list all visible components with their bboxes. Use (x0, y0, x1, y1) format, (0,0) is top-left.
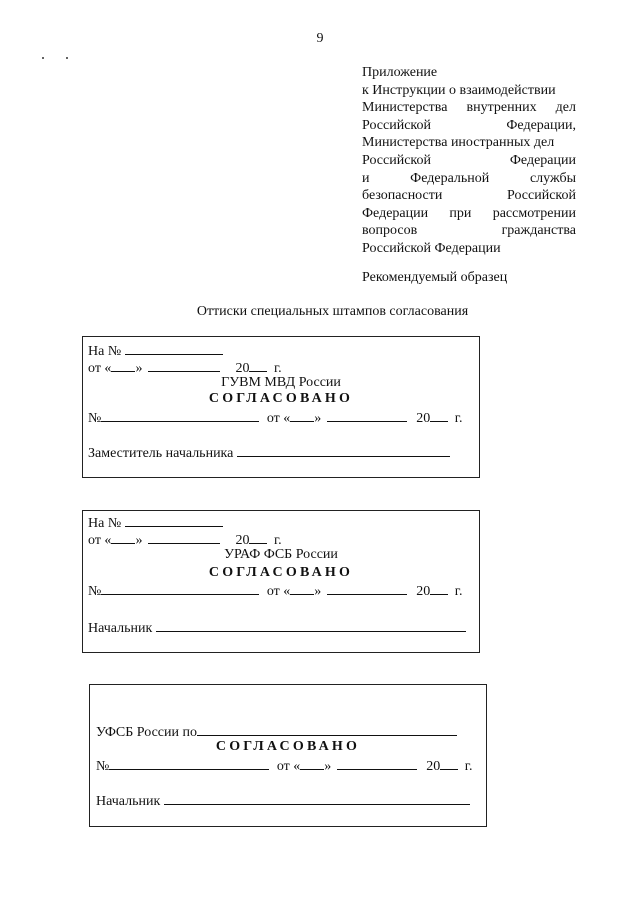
appendix-word: Российской (362, 117, 431, 133)
year-blank[interactable] (249, 359, 267, 372)
appendix-word: Министерства иностранных дел (362, 135, 555, 151)
year2-suffix: г. (454, 584, 463, 599)
day2-blank[interactable] (290, 409, 314, 422)
approved-label: СОГЛАСОВАНО (215, 739, 361, 754)
month2-blank[interactable] (337, 757, 417, 770)
number-label: № (88, 411, 102, 426)
appendix-line (362, 187, 576, 205)
month2-blank[interactable] (327, 582, 407, 595)
appendix-word: Российской (362, 152, 431, 168)
from2-close-label: » (324, 759, 332, 774)
number-date-line (88, 409, 462, 427)
number-blank[interactable] (109, 757, 269, 770)
appendix-title: Приложение (362, 65, 438, 80)
appendix-word: рассмотрении (492, 205, 576, 221)
from-close-label: » (135, 533, 143, 548)
stamps-title: Оттиски специальных штампов согласования (196, 304, 469, 319)
appendix-word: Федерации (509, 152, 576, 168)
day-blank[interactable] (111, 531, 135, 544)
appendix-word: гражданства (501, 223, 576, 239)
signer-label: Заместитель начальника (88, 446, 234, 461)
year2-suffix: г. (454, 411, 463, 426)
appendix-word: к Инструкции о взаимодействии (362, 82, 556, 98)
year-suffix: г. (273, 361, 282, 376)
year2-prefix: 20 (416, 584, 431, 599)
appendix-word: Федерации (362, 205, 429, 221)
from2-open-label: от « (276, 759, 301, 774)
appendix-word: внутренних (466, 100, 537, 116)
year2-blank[interactable] (440, 757, 458, 770)
from-open-label: от « (88, 361, 112, 376)
number-label: № (96, 759, 110, 774)
stamp-uraf-fsb (82, 510, 480, 653)
appendix-block (362, 64, 576, 258)
to-number-label: На № (88, 344, 122, 359)
signer-line (96, 792, 470, 810)
appendix-line (362, 170, 576, 188)
day2-blank[interactable] (300, 757, 324, 770)
authority-label: УФСБ России по (96, 725, 198, 740)
number-blank[interactable] (101, 582, 259, 595)
stamp-guvm-mvd (82, 336, 480, 478)
region-blank[interactable] (197, 723, 457, 736)
stamp-ufsb (89, 684, 487, 827)
appendix-line (362, 205, 576, 223)
scan-speck (42, 57, 44, 59)
signer-line (88, 444, 450, 462)
appendix-word: дел (555, 100, 576, 116)
year-prefix: 20 (235, 361, 250, 376)
approved-label: СОГЛАСОВАНО (208, 391, 354, 406)
signer-blank[interactable] (164, 792, 470, 805)
number-label: № (88, 584, 102, 599)
scan-speck (66, 57, 68, 59)
month2-blank[interactable] (327, 409, 407, 422)
from2-open-label: от « (266, 411, 291, 426)
page-number: 9 (316, 31, 324, 46)
day2-blank[interactable] (290, 582, 314, 595)
appendix-word: безопасности (362, 188, 443, 204)
month-blank[interactable] (148, 359, 220, 372)
signer-line (88, 619, 466, 637)
appendix-word: Российской (507, 188, 576, 204)
sample-note: Рекомендуемый образец (362, 270, 508, 285)
year2-blank[interactable] (430, 409, 448, 422)
signer-label: Начальник (96, 794, 161, 809)
appendix-word: Министерства (362, 100, 448, 116)
year-prefix: 20 (235, 533, 250, 548)
from2-close-label: » (314, 584, 322, 599)
appendix-line (362, 240, 576, 258)
year2-prefix: 20 (426, 759, 441, 774)
signer-blank[interactable] (156, 619, 466, 632)
appendix-word: вопросов (362, 223, 418, 239)
from2-close-label: » (314, 411, 322, 426)
from2-open-label: от « (266, 584, 291, 599)
authority-name: УРАФ ФСБ России (224, 547, 338, 562)
to-number-blank[interactable] (125, 342, 223, 355)
year-suffix: г. (273, 533, 282, 548)
appendix-word: Российской Федерации (362, 240, 501, 256)
appendix-word: при (449, 205, 472, 221)
year-blank[interactable] (249, 531, 267, 544)
number-blank[interactable] (101, 409, 259, 422)
to-number-label: На № (88, 516, 122, 531)
appendix-word: Федерации, (506, 117, 576, 133)
number-date-line (88, 582, 462, 600)
approved-label: СОГЛАСОВАНО (208, 565, 354, 580)
appendix-word: Федеральной (410, 170, 490, 186)
to-number-line (88, 342, 223, 360)
year2-prefix: 20 (416, 411, 431, 426)
appendix-line (362, 82, 576, 100)
from-close-label: » (135, 361, 143, 376)
appendix-line (362, 117, 576, 135)
from-open-label: от « (88, 533, 112, 548)
appendix-word: службы (529, 170, 576, 186)
appendix-line (362, 152, 576, 170)
appendix-line (362, 222, 576, 240)
day-blank[interactable] (111, 359, 135, 372)
year2-blank[interactable] (430, 582, 448, 595)
number-date-line (96, 757, 472, 775)
month-blank[interactable] (148, 531, 220, 544)
to-number-blank[interactable] (125, 514, 223, 527)
signer-label: Начальник (88, 621, 153, 636)
appendix-lines (362, 82, 576, 258)
appendix-word: и (362, 170, 370, 186)
signer-blank[interactable] (237, 444, 450, 457)
year2-suffix: г. (464, 759, 473, 774)
to-number-line (88, 514, 223, 532)
appendix-line (362, 134, 576, 152)
appendix-line (362, 99, 576, 117)
authority-name: ГУВМ МВД России (221, 375, 341, 390)
